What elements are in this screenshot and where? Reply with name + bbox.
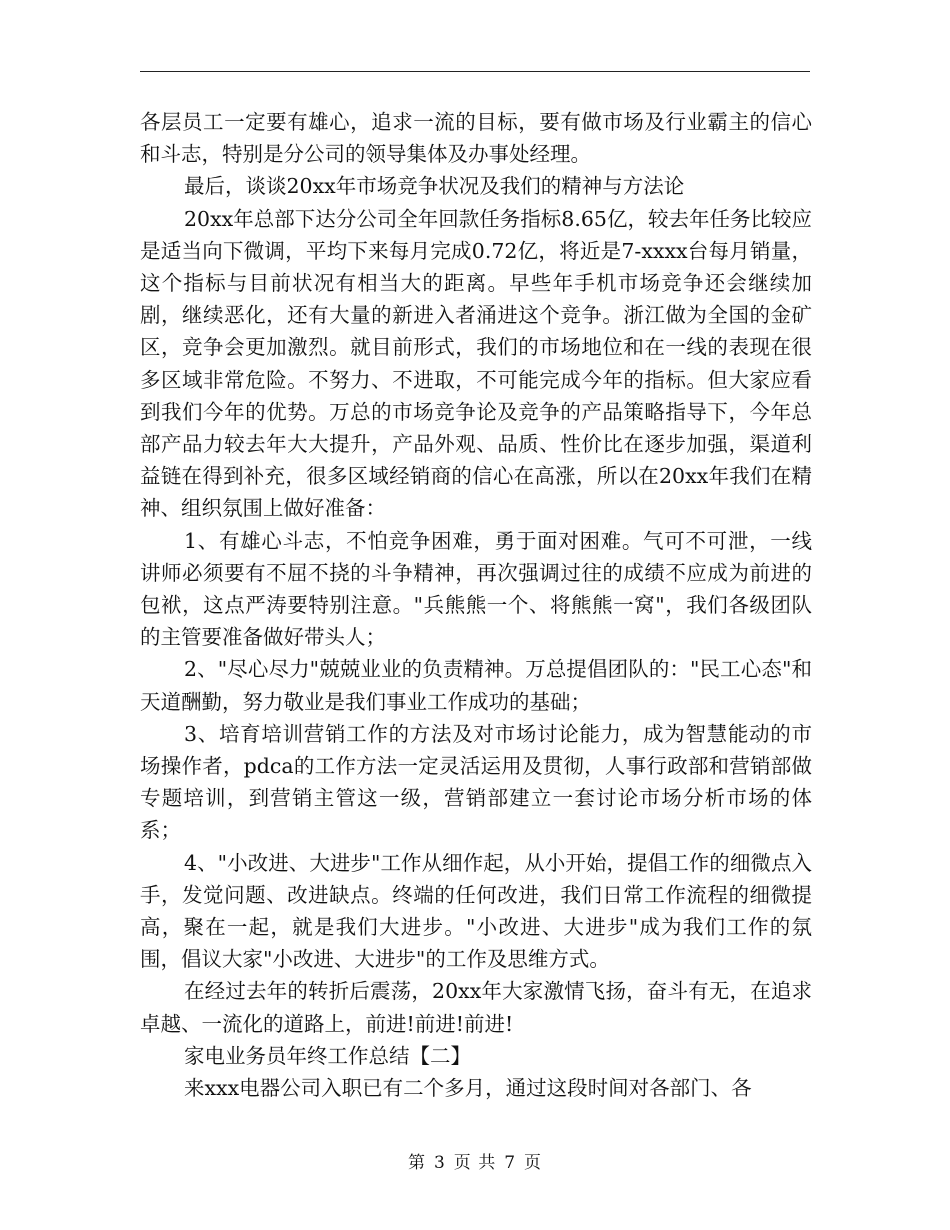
paragraph: 最后，谈谈20xx年市场竞争状况及我们的精神与方法论 [184, 174, 685, 199]
section-heading: 家电业务员年终工作总结【二】 [184, 1043, 471, 1068]
footer-prefix: 第 [407, 1153, 426, 1173]
page-footer [0, 1148, 950, 1173]
paragraph: 来xxx电器公司入职已有二个多月，通过这段时间对各部门、各 [184, 1076, 752, 1101]
footer-middle: 页 共 [453, 1153, 497, 1173]
paragraph: 4、"小改进、大进步"工作从细作起，从小开始，提倡工作的细微点入手，发觉问题、改进缺点。终端的任何改进，我们日常工作流程的细微提高，聚在一起，就是我们大进步。"小改进、大进步"成为我们工作的氛围，倡议大家"小改进、大进步"的工作及思维方式。 [140, 850, 812, 972]
page-number: 3 [433, 1153, 446, 1173]
header-rule [140, 71, 810, 72]
total-pages: 7 [504, 1153, 517, 1173]
paragraph: 1、有雄心斗志，不怕竞争困难，勇于面对困难。气可不可泄，一线讲师必须要有不屈不挠的斗争精神，再次强调过往的成绩不应成为前进的包袱，这点严涛要特别注意。"兵熊熊一个、将熊熊一窝"，我们各级团队的主管要准备做好带头人； [140, 528, 812, 650]
paragraph: 3、培育培训营销工作的方法及对市场讨论能力，成为智慧能动的市场操作者，pdca的工作方法一定灵活运用及贯彻，人事行政部和营销部做专题培训，到营销主管这一级，营销部建立一套讨论市场分析市场的体系； [140, 721, 812, 843]
paragraph: 各层员工一定要有雄心，追求一流的目标，要有做市场及行业霸主的信心和斗志，特别是分公司的领导集体及办事处经理。 [140, 110, 812, 167]
paragraph: 在经过去年的转折后震荡，20xx年大家激情飞扬，奋斗有无，在追求卓越、一流化的道路上，前进!前进!前进! [140, 979, 812, 1036]
document-body [140, 106, 812, 1104]
footer-suffix: 页 [524, 1153, 543, 1173]
paragraph: 2、"尽心尽力"兢兢业业的负责精神。万总提倡团队的："民工心态"和天道酬勤，努力敬业是我们事业工作成功的基础； [140, 657, 812, 714]
paragraph: 20xx年总部下达分公司全年回款任务指标8.65亿，较去年任务比较应是适当向下微调，平均下来每月完成0.72亿，将近是7-xxxx台每月销量，这个指标与目前状况有相当大的距离。早些年手机市场竞争还会继续加剧，继续恶化，还有大量的新进入者涌进这个竞争。浙江做为全国的金矿区，竞争会更加激烈。就目前形式，我们的市场地位和在一线的表现在很多区域非常危险。不努力、不进取，不可能完成今年的指标。但大家应看到我们今年的优势。万总的市场竞争论及竞争的产品策略指导下，今年总部产品力较去年大大提升，产品外观、品质、性价比在逐步加强，渠道利益链在得到补充，很多区域经销商的信心在高涨，所以在20xx年我们在精神、组织氛围上做好准备： [140, 206, 812, 521]
